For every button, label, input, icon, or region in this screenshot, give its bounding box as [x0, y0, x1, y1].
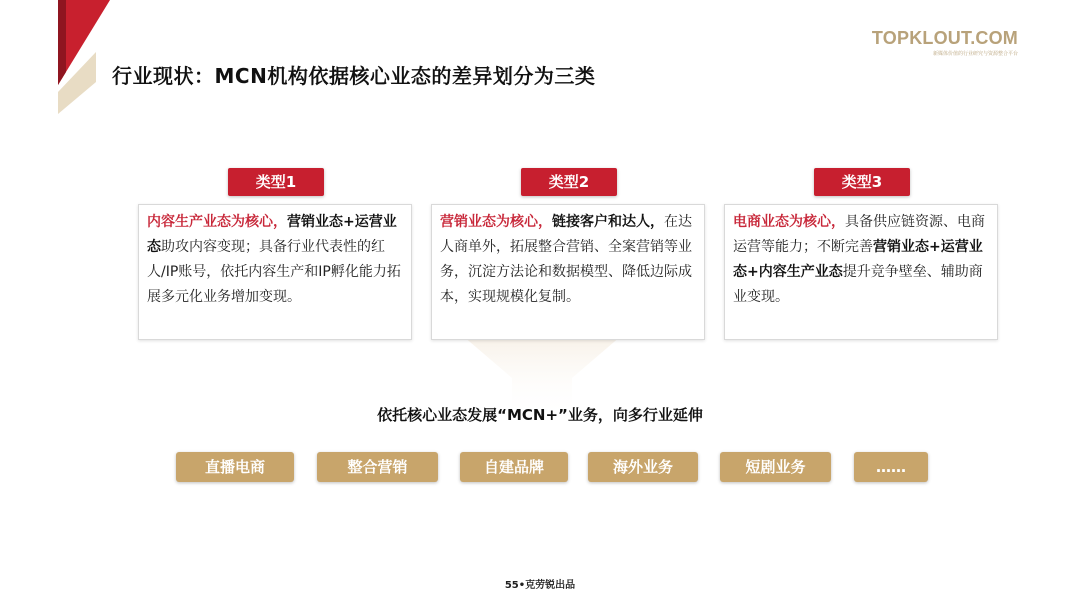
corner-decoration — [0, 0, 110, 130]
type-3-desc-end: 提升竞争壁垒、辅助商业变现。 — [733, 264, 983, 305]
type-2-highlight: 链接客户和达人， — [552, 214, 664, 230]
type-1-desc: 助攻内容变现；具备行业代表性的红人/IP账号，依托内容生产和IP孵化能力拓展多元化业务增加变现。 — [147, 239, 401, 305]
type-2-core: 营销业态为核心， — [440, 214, 552, 230]
industry-pill: 短剧业务 — [720, 452, 831, 482]
type-3-tag: 类型3 — [814, 168, 910, 196]
logo-text: TOPKLOUT.COM — [871, 28, 1018, 48]
type-2-card — [431, 204, 705, 340]
type-1-tag: 类型1 — [228, 168, 324, 196]
industry-pill: 整合营销 — [317, 452, 438, 482]
brand-logo — [872, 28, 1018, 57]
industry-pill: 直播电商 — [176, 452, 294, 482]
type-3-core: 电商业态为核心， — [733, 214, 845, 230]
industry-pill: 自建品牌 — [460, 452, 568, 482]
type-3-desc: 具备供应链资源、电商运营等能力；不断完善 — [733, 214, 985, 255]
industry-pill: 海外业务 — [588, 452, 698, 482]
mcn-plus-subtitle: 依托核心业态发展“MCN+”业务，向多行业延伸 — [377, 406, 703, 424]
type-2-tag: 类型2 — [521, 168, 617, 196]
type-1-core: 内容生产业态为核心， — [147, 214, 287, 230]
type-2-desc: 在达人商单外，拓展整合营销、全案营销等业务，沉淀方法论和数据模型、降低边际成本，实现规模化复制。 — [440, 214, 692, 305]
footer-text: 55•克劳锐出品 — [504, 580, 576, 591]
industry-pill: …… — [854, 452, 928, 482]
type-3-card — [724, 204, 998, 340]
page-title: 行业现状：MCN机构依据核心业态的差异划分为三类 — [112, 64, 596, 88]
type-1-card — [138, 204, 412, 340]
type-3-highlight: 营销业态+运营业态+内容生产业态 — [733, 239, 983, 280]
logo-subtext: 新媒体价值的行业研究与资源整合平台 — [932, 51, 1018, 57]
type-1-highlight: 营销业态+运营业态 — [147, 214, 397, 255]
